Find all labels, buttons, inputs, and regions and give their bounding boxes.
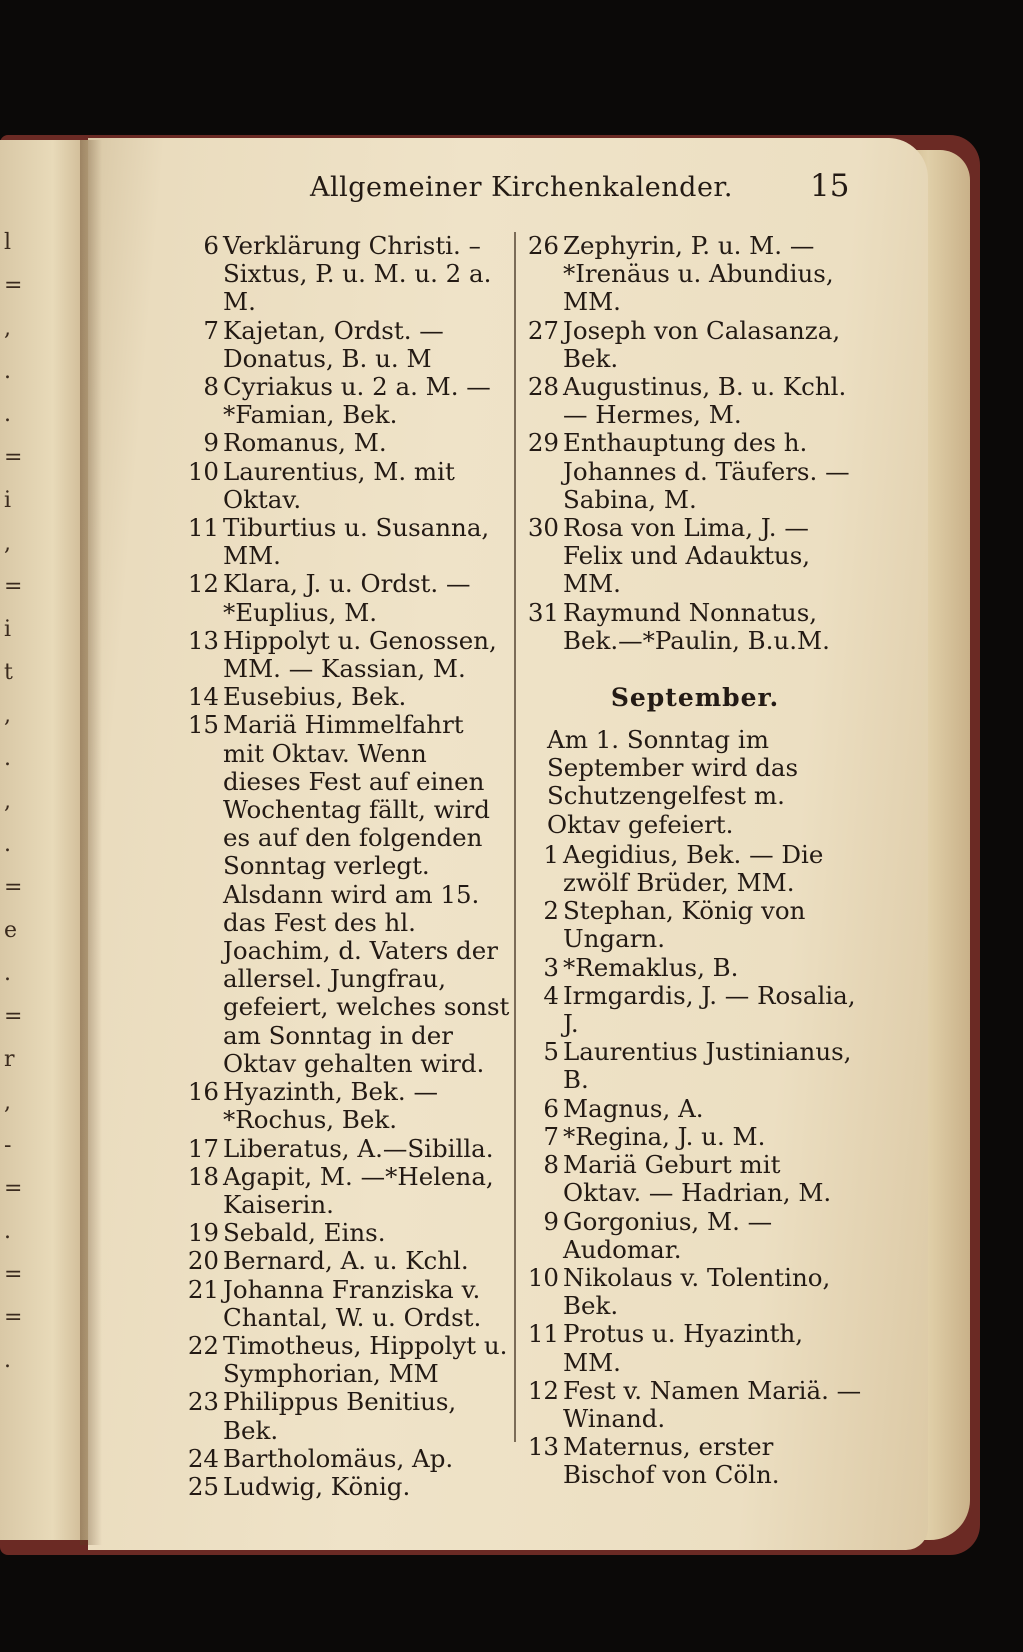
saint-text: Aegidius, Bek. — Die zwölf Brüder, MM. (563, 839, 824, 898)
saint-text: Fest v. Namen Mariä. — Winand. (563, 1375, 862, 1433)
saint-text: Hippolyt u. Genossen, MM. — Kassian, M. (223, 625, 497, 684)
left-page-fragment: = (4, 875, 23, 900)
saint-text: Nikolaus v. Tolentino, Bek. (563, 1262, 831, 1321)
calendar-entry (185, 232, 510, 317)
saint-text: Klara, J. u. Ordst. — *Euplius, M. (223, 569, 471, 627)
saint-text: Irmgardis, J. — Rosalia, J. (563, 980, 856, 1039)
day-number: 25 (187, 1471, 219, 1501)
day-number: 22 (187, 1330, 219, 1360)
calendar-entry (525, 1095, 865, 1123)
left-page-fragment: , (4, 316, 11, 341)
day-number: 13 (527, 1432, 559, 1462)
saint-text: Laurentius, M. mit Oktav. (223, 456, 455, 514)
day-number: 6 (203, 231, 219, 260)
saint-text: Protus u. Hyazinth, MM. (563, 1319, 804, 1377)
saint-text: Raymund Nonnatus, Bek.—*Paulin, B.u.M. (563, 597, 830, 655)
month-note: Am 1. Sonntag im September wird das Schutzengelfest m. Oktav gefeiert. (547, 725, 799, 839)
calendar-entry (525, 373, 865, 429)
day-number: 14 (187, 682, 219, 712)
calendar-entry (525, 232, 865, 317)
day-number: 27 (527, 315, 559, 345)
day-number: 4 (543, 980, 559, 1010)
day-number: 9 (543, 1206, 559, 1236)
saint-text: Stephan, König von Ungarn. (563, 896, 806, 954)
day-number: 20 (187, 1246, 219, 1276)
saint-text: Timotheus, Hippolyt u. Symphorian, MM (223, 1330, 508, 1389)
calendar-entry (525, 1264, 865, 1320)
calendar-entry (525, 1208, 865, 1264)
day-number: 30 (527, 513, 559, 543)
left-column (185, 232, 510, 1501)
calendar-entry (185, 1135, 510, 1163)
left-page-fragment: i (4, 488, 12, 513)
calendar-entry (525, 317, 865, 373)
day-number: 12 (527, 1375, 559, 1405)
saint-text: Cyriakus u. 2 a. M. — *Famian, Bek. (223, 372, 491, 430)
left-page-fragment: = (4, 445, 23, 470)
saint-text: Verklärung Christi. – Sixtus, P. u. M. u. 2 a. M. (223, 231, 492, 317)
saint-text: Zephyrin, P. u. M. — *Irenäus u. Abundius, MM. (563, 231, 834, 317)
day-number: 7 (543, 1121, 559, 1151)
day-number: 19 (187, 1218, 219, 1248)
day-number: 31 (527, 597, 559, 627)
left-page-fragment: , (4, 789, 11, 814)
calendar-entry (185, 1332, 510, 1388)
calendar-entry (525, 1038, 865, 1094)
saint-text: Bartholomäus, Ap. (223, 1443, 454, 1473)
calendar-entry (525, 897, 865, 953)
saint-text: Sebald, Eins. (223, 1218, 386, 1248)
page-header (310, 168, 870, 212)
day-number: 26 (527, 231, 559, 260)
calendar-entry (185, 711, 510, 1078)
day-number: 11 (187, 513, 219, 543)
day-number: 12 (187, 569, 219, 599)
day-number: 3 (543, 952, 559, 982)
left-page-fragment: = (4, 273, 23, 298)
saint-text: Augustinus, B. u. Kchl. — Hermes, M. (563, 372, 847, 430)
saint-text: Agapit, M. —*Helena, Kaiserin. (223, 1161, 494, 1219)
left-page-fragment: , (4, 703, 11, 728)
saint-text: Ludwig, König. (223, 1471, 411, 1501)
calendar-entry (185, 373, 510, 429)
column-divider (514, 232, 516, 1442)
calendar-entry (185, 627, 510, 683)
saint-text: Enthauptung des h. Johannes d. Täufers. — Sabina, M. (563, 428, 850, 514)
saint-text: Bernard, A. u. Kchl. (223, 1246, 469, 1276)
saint-text: Maternus, erster Bischof von Cöln. (563, 1432, 780, 1490)
calendar-entry (185, 1276, 510, 1332)
calendar-entry (185, 1388, 510, 1444)
right-column (525, 232, 865, 1490)
saint-text: Liberatus, A.—Sibilla. (223, 1133, 494, 1163)
left-page-fragment: l (4, 230, 12, 255)
calendar-entry (185, 1473, 510, 1501)
day-number: 23 (187, 1387, 219, 1417)
calendar-entry (525, 982, 865, 1038)
saint-text: Kajetan, Ordst. — Donatus, B. u. M (223, 315, 444, 373)
calendar-entry (525, 1433, 865, 1489)
left-page-fragment: . (4, 1348, 11, 1373)
left-page-fragment: . (4, 402, 11, 427)
calendar-entry (185, 1445, 510, 1473)
saint-text: *Regina, J. u. M. (563, 1121, 766, 1151)
saint-text: Mariä Geburt mit Oktav. — Hadrian, M. (563, 1150, 832, 1208)
day-number: 6 (543, 1093, 559, 1123)
day-number: 29 (527, 428, 559, 458)
calendar-entry (525, 1151, 865, 1207)
calendar-entry (525, 514, 865, 599)
left-page-fragment: , (4, 1090, 11, 1115)
calendar-entry (185, 1247, 510, 1275)
saint-text: Philippus Benitius, Bek. (223, 1387, 457, 1445)
left-page-fragment: i (4, 617, 12, 642)
left-page-fragment: . (4, 961, 11, 986)
day-number: 1 (543, 839, 559, 869)
day-number: 21 (187, 1274, 219, 1304)
day-number: 2 (543, 896, 559, 926)
saint-text: Johanna Franziska v. Chantal, W. u. Ordst. (223, 1274, 482, 1332)
left-page-fragment: . (4, 746, 11, 771)
saint-text: Magnus, A. (563, 1093, 704, 1123)
left-page-fragment: e (4, 918, 18, 943)
saint-text: Rosa von Lima, J. — Felix und Adauktus, MM. (563, 513, 811, 599)
left-page-fragment: . (4, 1219, 11, 1244)
left-page-fragment: t (4, 660, 13, 685)
calendar-entry (525, 599, 865, 655)
day-number: 17 (187, 1133, 219, 1163)
calendar-entry (185, 317, 510, 373)
august-entries-continued (525, 232, 865, 655)
calendar-entry (525, 954, 865, 982)
gutter-shadow (80, 140, 102, 1545)
day-number: 24 (187, 1443, 219, 1473)
calendar-entry (185, 514, 510, 570)
day-number: 7 (203, 315, 219, 345)
calendar-entry (525, 841, 865, 897)
day-number: 9 (203, 428, 219, 458)
calendar-entry (525, 429, 865, 514)
day-number: 11 (527, 1319, 559, 1349)
calendar-entry (185, 1078, 510, 1134)
calendar-entry (525, 1377, 865, 1433)
day-number: 10 (187, 456, 219, 486)
left-page-fragment: , (4, 531, 11, 556)
calendar-entry (185, 570, 510, 626)
calendar-entry (525, 1320, 865, 1376)
day-number: 10 (527, 1262, 559, 1292)
saint-text: Mariä Himmelfahrt mit Oktav. Wenn dieses Fest auf einen Wochentag fällt, wird es auf den folgenden Sonntag verlegt. Alsdann wird am 15. das Fest des hl. Joachim, d. Vaters der allersel. Jungfrau, gefeiert, welches sonst am Sonntag in der Oktav gehalten wird. (223, 710, 510, 1078)
calendar-entry (185, 429, 510, 457)
left-page-fragment: r (4, 1047, 15, 1072)
saint-text: Gorgonius, M. — Audomar. (563, 1206, 773, 1264)
page-number: 15 (810, 168, 850, 204)
saint-text: Laurentius Justinianus, B. (563, 1037, 852, 1095)
left-page-fragment: . (4, 359, 11, 384)
day-number: 28 (527, 372, 559, 402)
calendar-entry (185, 1219, 510, 1247)
left-page-fragment: = (4, 1305, 23, 1330)
day-number: 16 (187, 1077, 219, 1107)
left-page-fragment: - (4, 1133, 12, 1158)
calendar-entry (185, 458, 510, 514)
saint-text: Hyazinth, Bek. — *Rochus, Bek. (223, 1077, 438, 1135)
saint-text: Tiburtius u. Susanna, MM. (223, 513, 490, 571)
day-number: 5 (543, 1037, 559, 1067)
day-number: 8 (203, 372, 219, 402)
left-page-fragment: = (4, 1262, 23, 1287)
left-page-fragment: = (4, 1176, 23, 1201)
calendar-entry (525, 1123, 865, 1151)
month-heading: September. (610, 683, 780, 713)
day-number: 15 (187, 710, 219, 740)
left-page-fragment: = (4, 1004, 23, 1029)
september-entries (525, 841, 865, 1490)
calendar-entry (185, 1163, 510, 1219)
calendar-entry (185, 683, 510, 711)
left-page-fragment: = (4, 574, 23, 599)
saint-text: *Remaklus, B. (563, 952, 739, 982)
saint-text: Eusebius, Bek. (223, 682, 407, 712)
day-number: 18 (187, 1161, 219, 1191)
running-title: Allgemeiner Kirchenkalender. (310, 172, 733, 203)
saint-text: Romanus, M. (223, 428, 387, 458)
day-number: 8 (543, 1150, 559, 1180)
saint-text: Joseph von Calasanza, Bek. (563, 315, 841, 373)
left-page (0, 140, 88, 1540)
day-number: 13 (187, 625, 219, 655)
left-page-fragment: . (4, 832, 11, 857)
